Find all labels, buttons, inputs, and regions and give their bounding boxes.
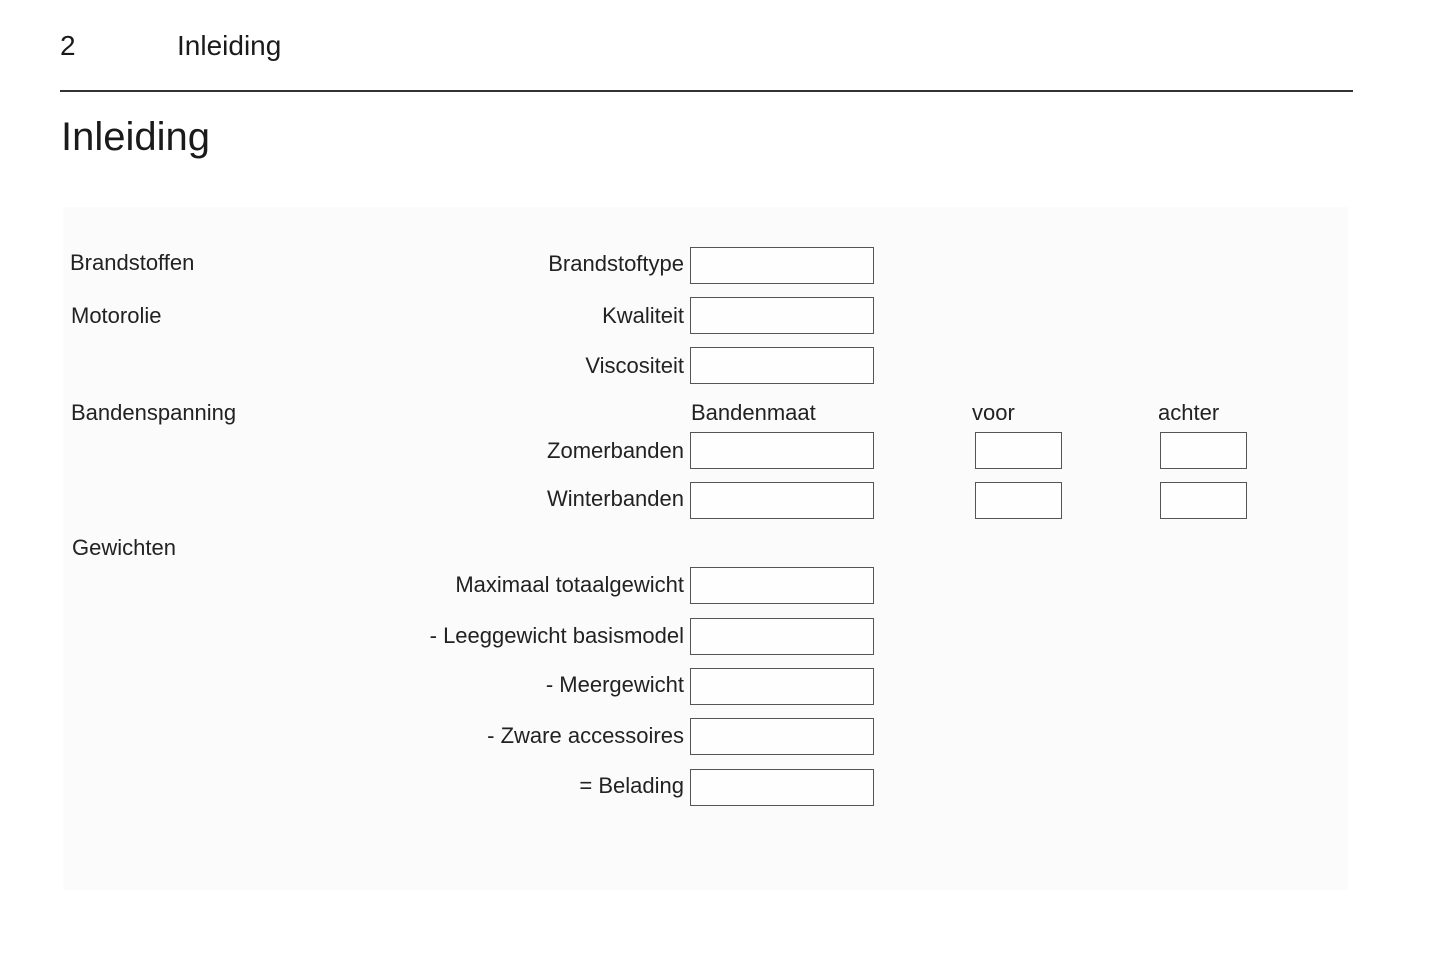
extra-weight-field[interactable] (690, 668, 874, 705)
section-label-tyre-pressure: Bandenspanning (71, 400, 237, 425)
max-total-weight-field[interactable] (690, 567, 874, 604)
section-label-weights: Gewichten (72, 535, 176, 560)
viscosity-field[interactable] (690, 347, 874, 384)
load-label: = Belading (579, 773, 684, 798)
quality-label: Kwaliteit (602, 303, 684, 328)
empty-weight-field[interactable] (690, 618, 874, 655)
viscosity-label: Viscositeit (585, 353, 684, 378)
load-field[interactable] (690, 769, 874, 806)
summer-tyre-front-field[interactable] (975, 432, 1062, 469)
winter-tyre-rear-field[interactable] (1160, 482, 1247, 519)
summer-tyre-rear-field[interactable] (1160, 432, 1247, 469)
extra-weight-label: - Meergewicht (545, 672, 684, 697)
winter-tyre-front-field[interactable] (975, 482, 1062, 519)
fuel-type-field[interactable] (690, 247, 874, 284)
header-divider (60, 90, 1353, 92)
heavy-accessories-field[interactable] (690, 718, 874, 755)
empty-weight-label: - Leeggewicht basismodel (429, 623, 684, 648)
column-header-tyre-size: Bandenmaat (691, 400, 816, 425)
heavy-accessories-label: - Zware accessoires (487, 723, 684, 748)
vehicle-data-form (63, 207, 1348, 890)
section-label-oil: Motorolie (71, 303, 162, 328)
fuel-type-label: Brandstoftype (548, 251, 684, 276)
winter-tyre-size-field[interactable] (690, 482, 874, 519)
column-header-front: voor (972, 400, 1015, 425)
column-header-rear: achter (1158, 400, 1220, 425)
section-label-fuel: Brandstoffen (70, 250, 195, 275)
page-number: 2 (60, 30, 76, 61)
page-title: Inleiding (61, 115, 211, 159)
running-title: Inleiding (177, 30, 282, 61)
quality-field[interactable] (690, 297, 874, 334)
summer-tyres-label: Zomerbanden (547, 438, 684, 463)
winter-tyres-label: Winterbanden (547, 486, 684, 511)
summer-tyre-size-field[interactable] (690, 432, 874, 469)
max-total-weight-label: Maximaal totaalgewicht (455, 572, 684, 597)
